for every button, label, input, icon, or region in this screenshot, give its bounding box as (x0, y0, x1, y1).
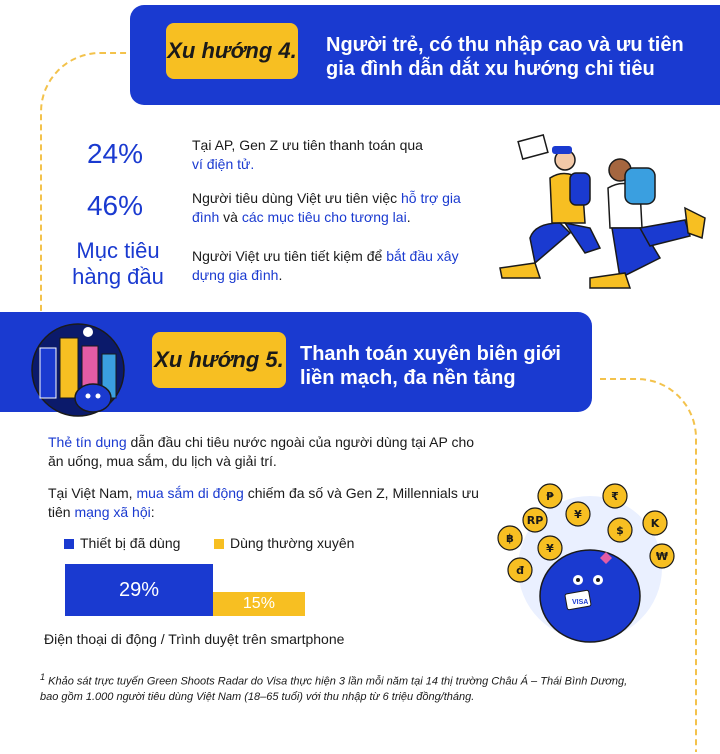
chart-category-label: Điện thoại di động / Trình duyệt trên smartphone (44, 631, 345, 647)
trend-4-banner (130, 5, 720, 105)
coin-symbol: đ (516, 564, 524, 577)
legend-swatch-yellow (214, 539, 224, 549)
trend-4-tag: Xu hướng 4. (166, 23, 298, 79)
legend-item-regular-use: Dùng thường xuyên (214, 534, 394, 553)
currency-illustration (490, 478, 690, 648)
coin-symbol: ₹ (611, 490, 619, 503)
paragraph-mobile-shopping: Tại Việt Nam, mua sắm di động chiếm đa số và Gen Z, Millennials ưu tiên mạng xã hội: (48, 485, 479, 520)
bar-regular-use (213, 592, 305, 616)
footnote: $^1$ Khảo sát trực tuyến Green Shoots Radar do Visa thực hiện 3 lần mỗi năm tại 14 thị trường Châu Á – Thái Bình Dương, bao gồm 1.000 người tiêu dùng Việt Nam (18–65 tuổi) với thu nhập từ 6 triệu đồng/tháng. (40, 672, 628, 703)
bar-devices-used (65, 564, 213, 616)
stat-value-3: Mục tiêu hàng đầu (72, 238, 164, 289)
coin-symbol: ₩ (655, 550, 669, 563)
trend-4-title: Người trẻ, có thu nhập cao và ưu tiên gia đình dẫn dắt xu hướng chi tiêu (326, 34, 684, 80)
stat-text-2: Người tiêu dùng Việt ưu tiên việc hỗ trợ gia đình và các mục tiêu cho tương lai. (192, 190, 461, 225)
runners-illustration (490, 128, 715, 293)
paragraph-credit-card: Thẻ tín dụng dẫn đầu chi tiêu nước ngoài của người dùng tại AP cho ăn uống, mua sắm, du lịch và giải trí. (48, 434, 475, 469)
stat-text-1: Tại AP, Gen Z ưu tiên thanh toán qua ví điện tử. (192, 137, 423, 172)
legend-swatch-blue (64, 539, 74, 549)
coin-symbol: ₱ (546, 490, 554, 503)
stat-value-1: 24% (86, 138, 144, 169)
trend-5-title: Thanh toán xuyên biên giới liền mạch, đa nền tảng (300, 343, 561, 389)
coin-symbol: $ (616, 524, 624, 537)
legend-item-devices-used: Thiết bị đã dùng (64, 534, 224, 553)
stat-value-2: 46% (86, 190, 144, 221)
coin-symbol: ¥ (546, 542, 554, 555)
bar-label-regular-use: 15% (242, 595, 275, 612)
coin-symbol: ฿ (506, 532, 514, 545)
coin-symbol: ¥ (574, 508, 582, 521)
bar-label-devices-used: 29% (118, 578, 160, 601)
coin-symbol: RP (526, 514, 544, 527)
visa-card-text: VISA (572, 599, 589, 606)
coin-symbol: K (650, 517, 660, 530)
trend-5-tag: Xu hướng 5. (152, 332, 286, 388)
stat-text-3: Người Việt ưu tiên tiết kiệm để bắt đầu xây dựng gia đình. (192, 248, 459, 283)
city-illustration (18, 318, 138, 418)
